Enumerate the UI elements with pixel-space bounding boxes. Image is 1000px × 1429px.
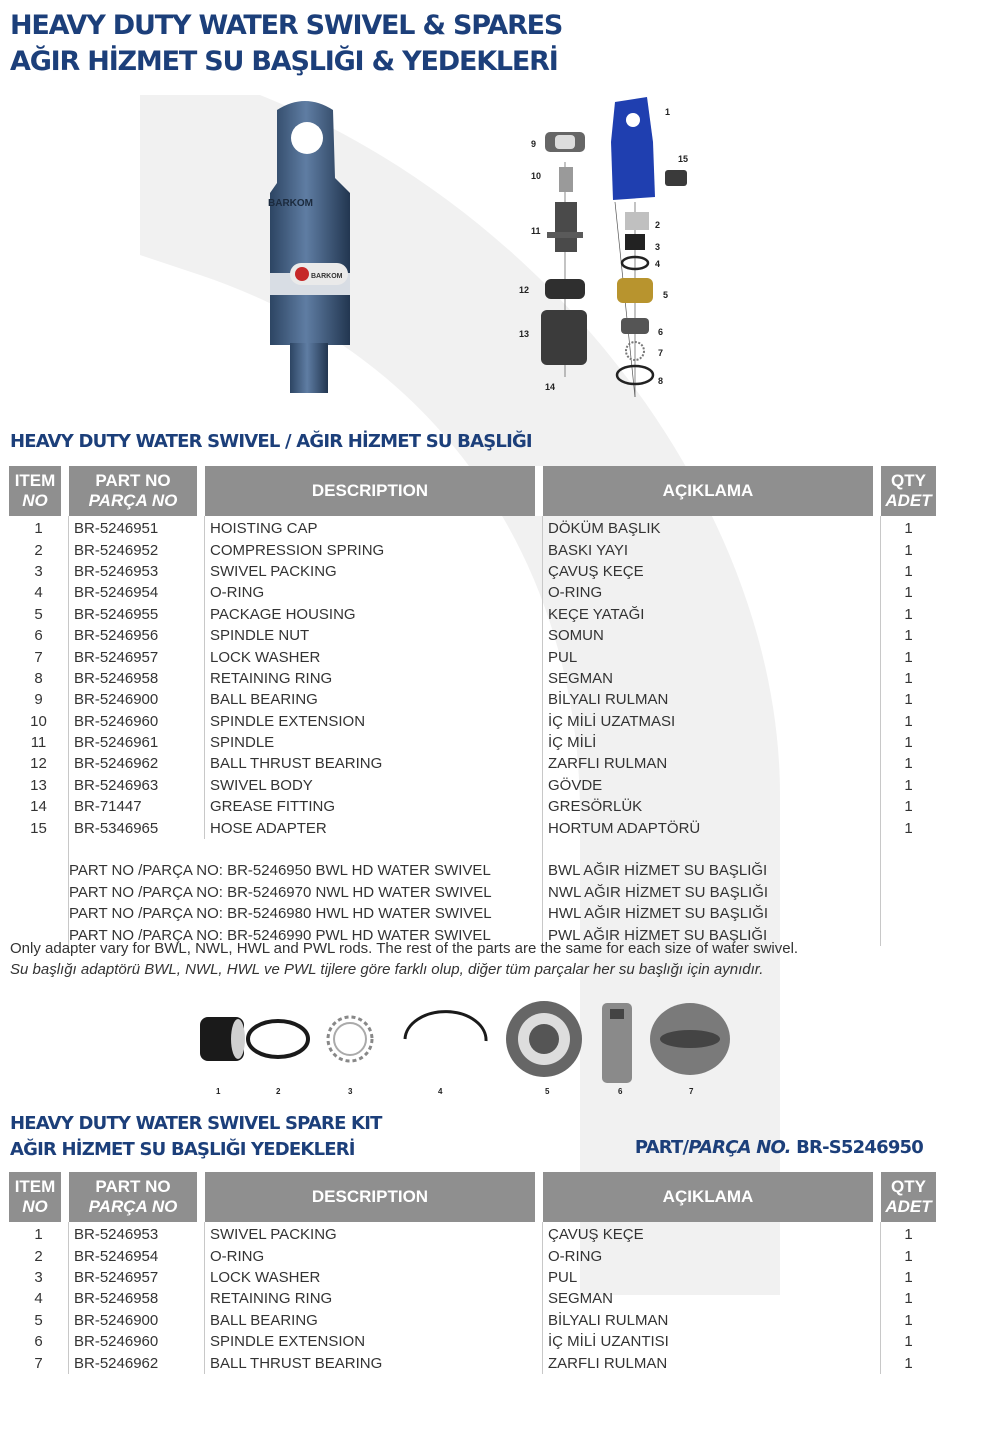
col-header-qty: QTY ADET xyxy=(881,1172,936,1222)
page-title-tr: AĞIR HİZMET SU BAŞLIĞI & YEDEKLERİ xyxy=(10,46,558,77)
kit-callout-2: 2 xyxy=(276,1087,281,1096)
aciklama-cell: SEGMAN xyxy=(543,668,881,689)
qty-cell: 1 xyxy=(904,798,913,816)
variant-part-tr: NWL AĞIR HİZMET SU BAŞLIĞI xyxy=(543,882,881,903)
col-header-item: ITEM NO xyxy=(9,1172,69,1222)
col-header-aciklama: AÇIKLAMA xyxy=(543,466,881,516)
description-cell: SWIVEL BODY xyxy=(205,775,543,796)
part-no-cell: BR-5246960 xyxy=(69,1331,205,1352)
item-cell: 1 xyxy=(9,516,69,539)
kit-part-number: PART/PARÇA NO. BR-S5246950 xyxy=(634,1137,923,1158)
description-cell: SWIVEL PACKING xyxy=(205,1222,543,1245)
variant-part-en: PART NO /PARÇA NO: BR-5246980 HWL HD WATER SWIVEL xyxy=(69,903,543,924)
swivel-parts-table xyxy=(9,466,936,946)
qty-cell: 1 xyxy=(904,520,913,538)
description-cell: BALL BEARING xyxy=(205,689,543,710)
callout-8: 8 xyxy=(658,376,664,386)
callout-6: 6 xyxy=(658,327,664,337)
col-header-part: PART NO PARÇA NO xyxy=(69,466,205,516)
table-header-row xyxy=(9,1172,936,1222)
description-cell: LOCK WASHER xyxy=(205,1267,543,1288)
variant-part-tr: PWL AĞIR HİZMET SU BAŞLIĞI xyxy=(543,924,881,945)
aciklama-cell: O-RING xyxy=(543,582,881,603)
col-header-part: PART NO PARÇA NO xyxy=(69,1172,205,1222)
qty-cell: 1 xyxy=(904,1354,913,1372)
item-cell: 8 xyxy=(9,668,69,689)
variant-part-en: PART NO /PARÇA NO: BR-5246950 BWL HD WATER SWIVEL xyxy=(69,860,543,881)
spare-kit-image xyxy=(190,995,750,1100)
part-no-cell: BR-5246956 xyxy=(69,625,205,646)
exploded-view-diagram xyxy=(515,92,705,407)
qty-cell: 1 xyxy=(904,627,913,645)
table-row xyxy=(9,1352,936,1373)
description-cell: COMPRESSION SPRING xyxy=(205,539,543,560)
variant-part-en: PART NO /PARÇA NO: BR-5246970 NWL HD WATER SWIVEL xyxy=(69,882,543,903)
item-cell: 9 xyxy=(9,689,69,710)
qty-cell: 1 xyxy=(904,1247,913,1265)
item-cell: 15 xyxy=(9,817,69,838)
aciklama-cell: SEGMAN xyxy=(543,1288,881,1309)
kit-callout-7: 7 xyxy=(689,1087,694,1096)
aciklama-cell: DÖKÜM BAŞLIK xyxy=(543,516,881,539)
aciklama-cell: GRESÖRLÜK xyxy=(543,796,881,817)
part-no-cell: BR-5246954 xyxy=(69,582,205,603)
kit-callout-3: 3 xyxy=(348,1087,353,1096)
variant-part-tr: BWL AĞIR HİZMET SU BAŞLIĞI xyxy=(543,860,881,881)
description-cell: HOISTING CAP xyxy=(205,516,543,539)
col-header-item: ITEM NO xyxy=(9,466,69,516)
table-header-row xyxy=(9,466,936,516)
col-header-description: DESCRIPTION xyxy=(205,466,543,516)
table-row xyxy=(9,539,936,560)
aciklama-cell: İÇ MİLİ xyxy=(543,732,881,753)
description-cell: SPINDLE EXTENSION xyxy=(205,711,543,732)
part-no-cell: BR-5246952 xyxy=(69,539,205,560)
table-row xyxy=(9,711,936,732)
qty-cell: 1 xyxy=(904,691,913,709)
item-cell: 5 xyxy=(9,1310,69,1331)
description-cell: PACKAGE HOUSING xyxy=(205,604,543,625)
note-tr: Su başlığı adaptörü BWL, NWL, HWL ve PWL tijlere göre farklı olup, diğer tüm parçalar her su başlığı için aynıdır. xyxy=(10,961,764,978)
qty-cell: 1 xyxy=(904,776,913,794)
col-header-description: DESCRIPTION xyxy=(205,1172,543,1222)
table-row xyxy=(9,753,936,774)
part-no-cell: BR-5246957 xyxy=(69,646,205,667)
part-no-cell: BR-5246957 xyxy=(69,1267,205,1288)
table-row xyxy=(9,796,936,817)
kit-section-title xyxy=(10,1111,382,1163)
part-no-cell: BR-5246962 xyxy=(69,753,205,774)
variant-row xyxy=(9,882,936,903)
kit-callout-5: 5 xyxy=(545,1087,550,1096)
item-cell: 4 xyxy=(9,582,69,603)
note-en: Only adapter vary for BWL, NWL, HWL and PWL rods. The rest of the parts are the same for each size of water swivel. xyxy=(10,940,799,957)
aciklama-cell: ÇAVUŞ KEÇE xyxy=(543,561,881,582)
aciklama-cell: O-RING xyxy=(543,1245,881,1266)
description-cell: BALL THRUST BEARING xyxy=(205,753,543,774)
table-row xyxy=(9,1288,936,1309)
callout-5: 5 xyxy=(663,290,669,300)
part-no-cell: BR-5246955 xyxy=(69,604,205,625)
table-row xyxy=(9,604,936,625)
item-cell: 10 xyxy=(9,711,69,732)
callout-9: 9 xyxy=(531,139,537,149)
qty-cell: 1 xyxy=(904,819,913,837)
table-row xyxy=(9,582,936,603)
part-no-cell: BR-5246958 xyxy=(69,668,205,689)
variant-part-tr: HWL AĞIR HİZMET SU BAŞLIĞI xyxy=(543,903,881,924)
item-cell: 12 xyxy=(9,753,69,774)
table-row xyxy=(9,561,936,582)
item-cell: 13 xyxy=(9,775,69,796)
page-title xyxy=(10,8,562,80)
description-cell: RETAINING RING xyxy=(205,668,543,689)
kit-title-en: HEAVY DUTY WATER SWIVEL SPARE KIT xyxy=(10,1113,382,1134)
aciklama-cell: GÖVDE xyxy=(543,775,881,796)
description-cell: SPINDLE EXTENSION xyxy=(205,1331,543,1352)
qty-cell: 1 xyxy=(904,605,913,623)
table-row xyxy=(9,689,936,710)
table-row xyxy=(9,817,936,838)
item-cell: 2 xyxy=(9,539,69,560)
description-cell: BALL THRUST BEARING xyxy=(205,1352,543,1373)
col-header-qty: QTY ADET xyxy=(881,466,936,516)
kit-callout-4: 4 xyxy=(438,1087,443,1096)
description-cell: BALL BEARING xyxy=(205,1310,543,1331)
callout-15: 15 xyxy=(678,154,689,164)
aciklama-cell: HORTUM ADAPTÖRÜ xyxy=(543,817,881,838)
item-cell: 7 xyxy=(9,646,69,667)
aciklama-cell: İÇ MİLİ UZANTISI xyxy=(543,1331,881,1352)
variant-part-en: PART NO /PARÇA NO: BR-5246990 PWL HD WATER SWIVEL xyxy=(69,924,543,945)
qty-cell: 1 xyxy=(904,1311,913,1329)
qty-cell: 1 xyxy=(904,755,913,773)
callout-14: 14 xyxy=(545,382,556,392)
aciklama-cell: BASKI YAYI xyxy=(543,539,881,560)
item-cell: 4 xyxy=(9,1288,69,1309)
table-row xyxy=(9,1267,936,1288)
part-no-cell: BR-5346965 xyxy=(69,817,205,838)
aciklama-cell: KEÇE YATAĞI xyxy=(543,604,881,625)
aciklama-cell: BİLYALI RULMAN xyxy=(543,689,881,710)
variant-row xyxy=(9,860,936,881)
qty-cell: 1 xyxy=(904,648,913,666)
water-swivel-product-image xyxy=(255,98,365,396)
variant-row xyxy=(9,903,936,924)
callout-13: 13 xyxy=(519,329,530,339)
table-row xyxy=(9,646,936,667)
table-row xyxy=(9,625,936,646)
spare-kit-table xyxy=(9,1172,936,1374)
description-cell: SPINDLE NUT xyxy=(205,625,543,646)
qty-cell: 1 xyxy=(904,669,913,687)
item-cell: 5 xyxy=(9,604,69,625)
table-row xyxy=(9,1245,936,1266)
table-row xyxy=(9,1310,936,1331)
kit-title-tr: AĞIR HİZMET SU BAŞLIĞI YEDEKLERİ xyxy=(10,1139,355,1160)
item-cell: 6 xyxy=(9,1331,69,1352)
qty-cell: 1 xyxy=(904,1226,913,1244)
kit-callout-6: 6 xyxy=(618,1087,623,1096)
table-row xyxy=(9,1331,936,1352)
part-no-cell: BR-5246951 xyxy=(69,516,205,539)
item-cell: 3 xyxy=(9,561,69,582)
aciklama-cell: SOMUN xyxy=(543,625,881,646)
description-cell: RETAINING RING xyxy=(205,1288,543,1309)
callout-12: 12 xyxy=(519,285,530,295)
item-cell: 2 xyxy=(9,1245,69,1266)
description-cell: SWIVEL PACKING xyxy=(205,561,543,582)
description-cell: O-RING xyxy=(205,1245,543,1266)
table-row xyxy=(9,668,936,689)
table-row xyxy=(9,732,936,753)
item-cell: 7 xyxy=(9,1352,69,1373)
description-cell: O-RING xyxy=(205,582,543,603)
aciklama-cell: PUL xyxy=(543,1267,881,1288)
part-no-cell: BR-5246954 xyxy=(69,1245,205,1266)
part-no-cell: BR-5246961 xyxy=(69,732,205,753)
aciklama-cell: ÇAVUŞ KEÇE xyxy=(543,1222,881,1245)
part-no-cell: BR-5246958 xyxy=(69,1288,205,1309)
part-no-cell: BR-5246962 xyxy=(69,1352,205,1373)
callout-7: 7 xyxy=(658,348,664,358)
brand-embossed: BARKOM xyxy=(268,198,313,209)
description-cell: SPINDLE xyxy=(205,732,543,753)
col-header-aciklama: AÇIKLAMA xyxy=(543,1172,881,1222)
qty-cell: 1 xyxy=(904,1333,913,1351)
item-cell: 1 xyxy=(9,1222,69,1245)
qty-cell: 1 xyxy=(904,1290,913,1308)
item-cell: 11 xyxy=(9,732,69,753)
part-no-cell: BR-71447 xyxy=(69,796,205,817)
qty-cell: 1 xyxy=(904,541,913,559)
note-text xyxy=(10,938,925,980)
callout-1: 1 xyxy=(665,107,671,117)
part-no-cell: BR-5246900 xyxy=(69,689,205,710)
kit-callout-1: 1 xyxy=(216,1087,221,1096)
callout-2: 2 xyxy=(655,220,661,230)
qty-cell: 1 xyxy=(904,562,913,580)
part-no-cell: BR-5246953 xyxy=(69,561,205,582)
qty-cell: 1 xyxy=(904,1268,913,1286)
part-no-cell: BR-5246963 xyxy=(69,775,205,796)
qty-cell: 1 xyxy=(904,734,913,752)
part-no-cell: BR-5246960 xyxy=(69,711,205,732)
aciklama-cell: BİLYALI RULMAN xyxy=(543,1310,881,1331)
aciklama-cell: İÇ MİLİ UZATMASI xyxy=(543,711,881,732)
aciklama-cell: ZARFLI RULMAN xyxy=(543,753,881,774)
description-cell: LOCK WASHER xyxy=(205,646,543,667)
table-row xyxy=(9,1222,936,1245)
page-title-en: HEAVY DUTY WATER SWIVEL & SPARES xyxy=(10,10,563,41)
callout-11: 11 xyxy=(531,226,541,236)
brand-logo: BARKOM xyxy=(311,273,343,280)
callout-4: 4 xyxy=(655,259,661,269)
callout-10: 10 xyxy=(531,171,542,181)
part-no-cell: BR-5246900 xyxy=(69,1310,205,1331)
qty-cell: 1 xyxy=(904,584,913,602)
description-cell: HOSE ADAPTER xyxy=(205,817,543,838)
callout-3: 3 xyxy=(655,242,661,252)
table-row xyxy=(9,516,936,539)
qty-cell: 1 xyxy=(904,712,913,730)
item-cell: 14 xyxy=(9,796,69,817)
swivel-section-title: HEAVY DUTY WATER SWIVEL / AĞIR HİZMET SU BAŞLIĞI xyxy=(10,431,532,452)
aciklama-cell: PUL xyxy=(543,646,881,667)
aciklama-cell: ZARFLI RULMAN xyxy=(543,1352,881,1373)
item-cell: 6 xyxy=(9,625,69,646)
table-row xyxy=(9,775,936,796)
description-cell: GREASE FITTING xyxy=(205,796,543,817)
item-cell: 3 xyxy=(9,1267,69,1288)
part-no-cell: BR-5246953 xyxy=(69,1222,205,1245)
